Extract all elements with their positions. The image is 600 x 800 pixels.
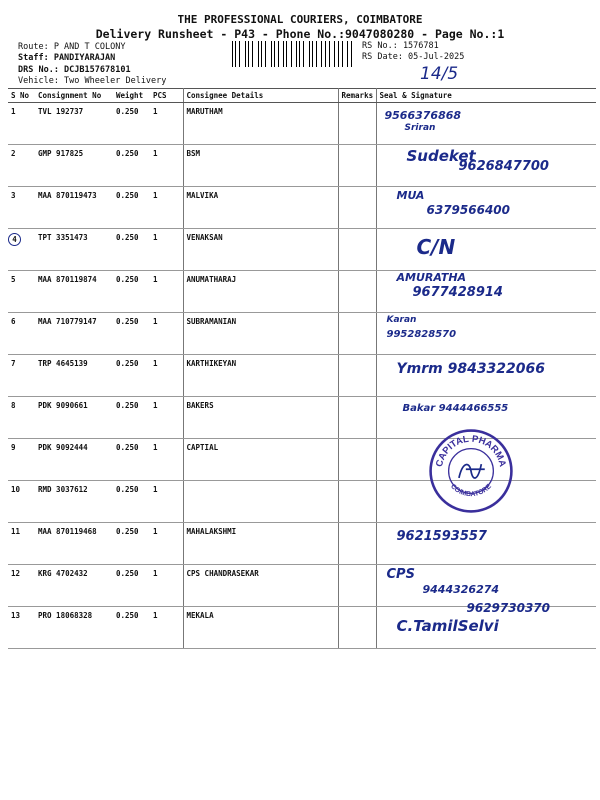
col-signature: Seal & Signature [376,89,596,103]
weight: 0.250 [113,481,150,523]
rs-number: RS No.: 1576781 [362,41,439,51]
weight: 0.250 [113,439,150,481]
weight: 0.250 [113,145,150,187]
table-row [8,145,596,187]
table-row [8,229,596,271]
row-sno: 13 [8,607,35,649]
consignee-name: MARUTHAM [183,103,338,145]
table-row [8,271,596,313]
company-title: THE PROFESSIONAL COURIERS, COIMBATORE [177,13,423,26]
remarks-cell [338,313,376,355]
weight: 0.250 [113,187,150,229]
remarks-cell [338,607,376,649]
signature-cell [376,103,596,145]
barcode [232,41,354,67]
col-remarks: Remarks [338,89,376,103]
runsheet-subtitle: Delivery Runsheet - P43 - Phone No.:9047080280 - Page No.:1 [95,27,505,41]
handwritten-signature: C.TamilSelvi [396,617,499,635]
consignment-number: TPT 3351473 [35,229,113,271]
handwritten-signature: Sudeket [406,147,476,165]
consignee-name: ANUMATHARAJ [183,271,338,313]
consignee-name [183,481,338,523]
consignee-name: CAPTIAL [183,439,338,481]
col-sno: S No [8,89,35,103]
row-sno: 11 [8,523,35,565]
col-consignment: Consignment No [35,89,113,103]
table-row [8,313,596,355]
handwritten-signature: 9566376868 [384,109,462,122]
remarks-cell [338,565,376,607]
signature-cell [376,313,596,355]
table-row [8,355,596,397]
row-sno: 3 [8,187,35,229]
consignment-number: PDK 9090661 [35,397,113,439]
consignment-number: RMD 3037612 [35,481,113,523]
handwritten-signature: 9621593557 [396,529,487,544]
route-label: Route: P AND T COLONY [18,42,126,52]
pieces: 1 [150,313,183,355]
consignee-name: KARTHIKEYAN [183,355,338,397]
consignee-name: MALVIKA [183,187,338,229]
handwritten-signature: CPS [386,567,415,582]
rs-date: RS Date: 05-Jul-2025 [362,52,465,62]
consignee-name: MEKALA [183,607,338,649]
handwritten-signature: 9444326274 [422,583,500,596]
drs-label: DRS No.: DCJB157678101 [18,65,131,75]
handwritten-signature: 6379566400 [426,203,510,217]
handwritten-signature: MUA [396,189,425,202]
consignment-number: KRG 4702432 [35,565,113,607]
consignment-number: PDK 9092444 [35,439,113,481]
remarks-cell [338,355,376,397]
weight: 0.250 [113,313,150,355]
weight: 0.250 [113,607,150,649]
signature-cell [376,601,596,649]
capital-pharma-seal [428,428,514,514]
signature-cell [376,271,596,313]
remarks-cell [338,103,376,145]
handwritten-signature: 9952828570 [386,329,457,340]
row-sno: 6 [8,313,35,355]
table-row [8,523,596,565]
row-sno: 7 [8,355,35,397]
remarks-cell [338,145,376,187]
row-sno: 5 [8,271,35,313]
consignee-name: BAKERS [183,397,338,439]
weight: 0.250 [113,103,150,145]
remarks-cell [338,523,376,565]
pieces: 1 [150,229,183,271]
handwritten-signature: C/N [416,235,456,259]
weight: 0.250 [113,355,150,397]
table-row [8,187,596,229]
consignment-number: MAA 870119473 [35,187,113,229]
handwritten-signature: 9677428914 [412,285,503,300]
pieces: 1 [150,397,183,439]
handwritten-count: 14/5 [420,64,459,84]
consignment-number: TVL 192737 [35,103,113,145]
signature-cell [376,523,596,565]
row-sno: 12 [8,565,35,607]
table-row [8,103,596,145]
remarks-cell [338,187,376,229]
col-pcs: PCS [150,89,183,103]
pieces: 1 [150,565,183,607]
handwritten-signature: 9626847700 [458,159,549,174]
signature-cell [376,229,596,271]
table-row [8,607,596,649]
pieces: 1 [150,523,183,565]
pieces: 1 [150,271,183,313]
signature-cell [376,355,596,397]
consignee-name: CPS CHANDRASEKAR [183,565,338,607]
row-sno: 9 [8,439,35,481]
handwritten-signature: AMURATHA [396,271,467,284]
pieces: 1 [150,103,183,145]
weight: 0.250 [113,229,150,271]
handwritten-signature: 9629730370 [466,601,550,615]
vehicle-label: Vehicle: Two Wheeler Delivery [18,76,167,86]
signature-cell [376,145,596,187]
weight: 0.250 [113,271,150,313]
pieces: 1 [150,145,183,187]
remarks-cell [338,271,376,313]
consignment-number: PRO 18068328 [35,607,113,649]
remarks-cell [338,439,376,481]
pieces: 1 [150,607,183,649]
staff-label: Staff: PANDIYARAJAN [18,53,116,63]
weight: 0.250 [113,565,150,607]
consignee-name: BSM [183,145,338,187]
handwritten-signature: Karan [386,315,417,325]
consignment-number: MAA 710779147 [35,313,113,355]
consignee-name: SUBRAMANIAN [183,313,338,355]
signature-cell [376,187,596,229]
table-header-row [8,89,596,103]
pieces: 1 [150,481,183,523]
consignment-number: GMP 917825 [35,145,113,187]
weight: 0.250 [113,397,150,439]
svg-text:CAPITAL PHARMA: CAPITAL PHARMA [434,433,508,468]
consignment-number: MAA 870119874 [35,271,113,313]
row-sno: 10 [8,481,35,523]
handwritten-signature: Ymrm 9843322066 [396,361,546,377]
pieces: 1 [150,439,183,481]
remarks-cell [338,397,376,439]
pieces: 1 [150,187,183,229]
consignee-name: MAHALAKSHMI [183,523,338,565]
col-weight: Weight [113,89,150,103]
remarks-cell [338,229,376,271]
consignee-name: VENAKSAN [183,229,338,271]
handwritten-signature: Bakar 9444466555 [402,403,509,414]
weight: 0.250 [113,523,150,565]
circled-number: 4 [8,233,21,246]
remarks-cell [338,481,376,523]
row-sno: 8 [8,397,35,439]
handwritten-signature: Sriran [404,123,436,133]
consignment-number: TRP 4645139 [35,355,113,397]
runsheet-table [8,88,596,649]
col-consignee: Consignee Details [183,89,338,103]
row-sno: 1 [8,103,35,145]
row-sno [8,229,35,271]
consignment-number: MAA 870119468 [35,523,113,565]
svg-text:COIMBATORE: COIMBATORE [449,483,493,499]
pieces: 1 [150,355,183,397]
row-sno: 2 [8,145,35,187]
